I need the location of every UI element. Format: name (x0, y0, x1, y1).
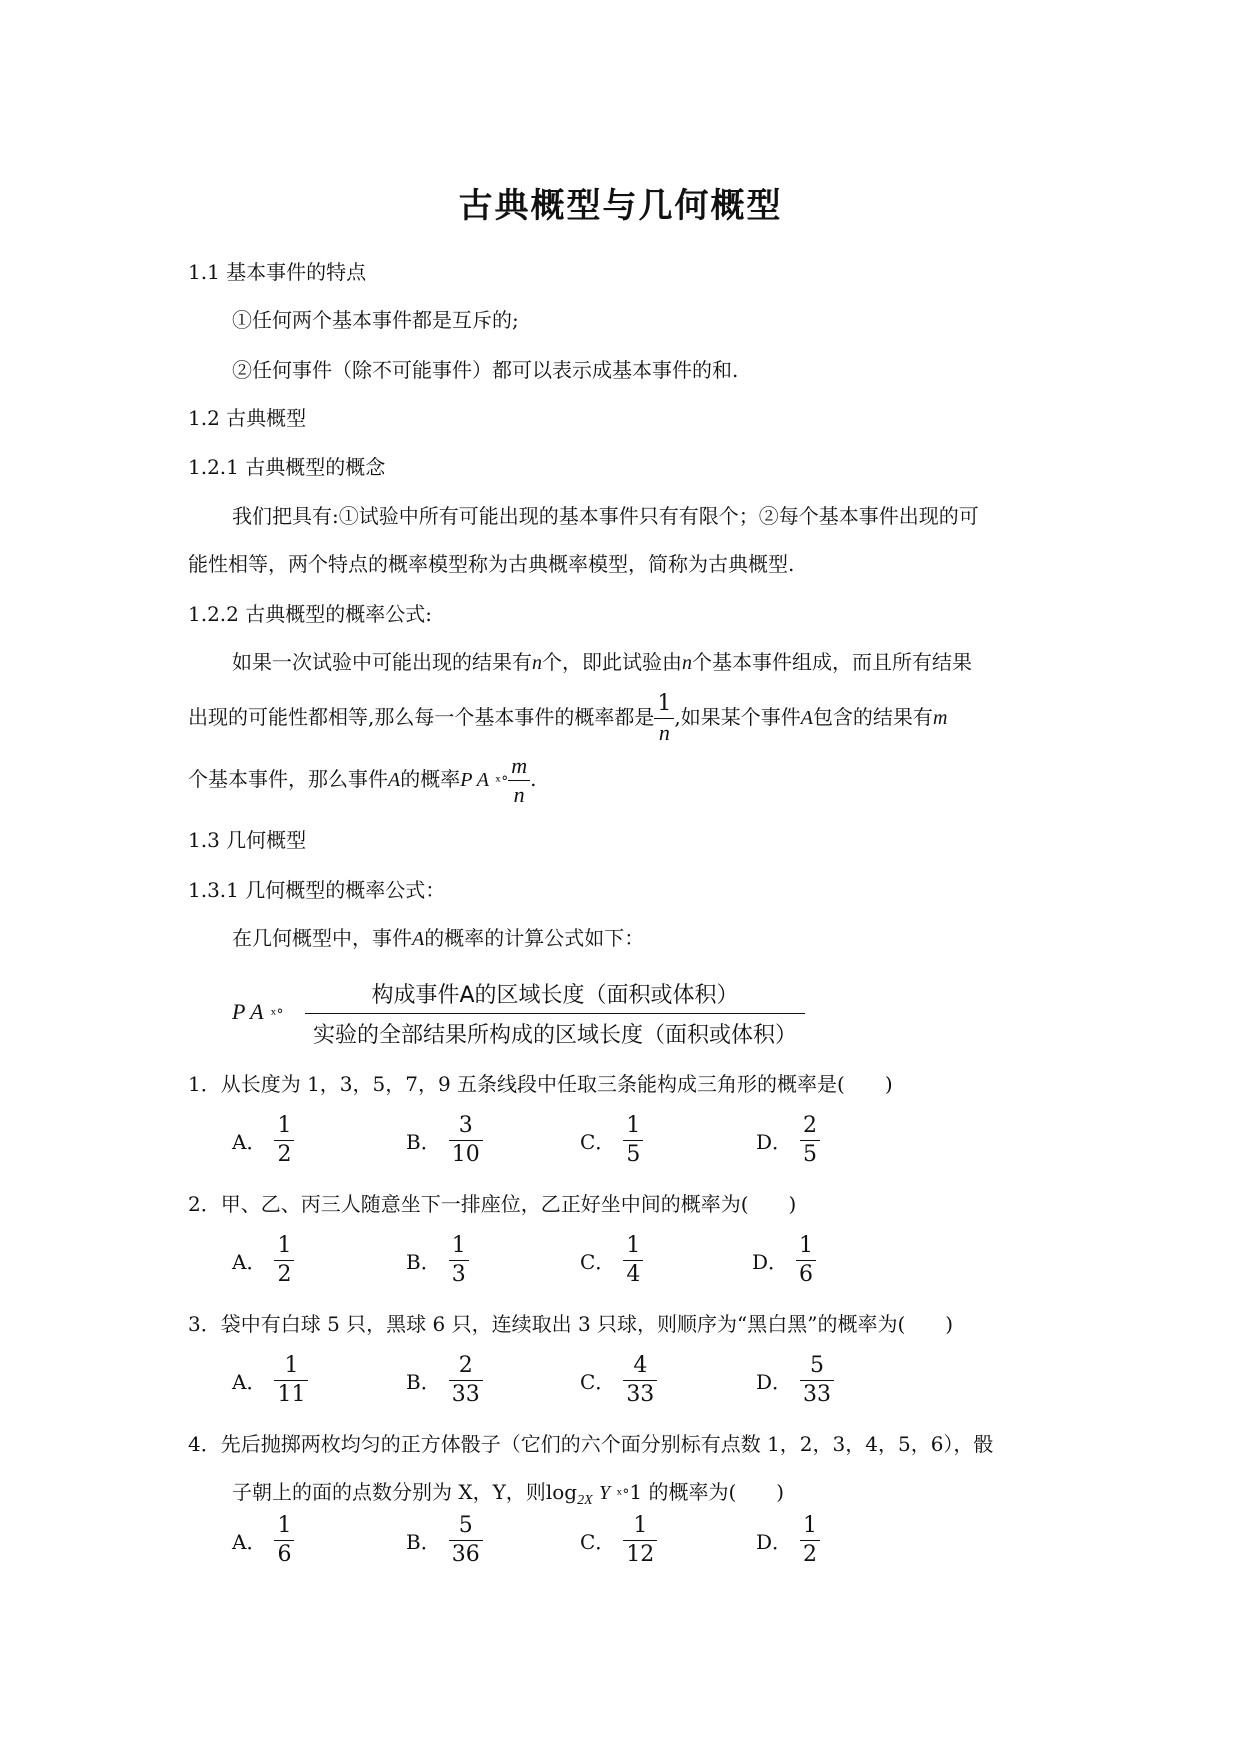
question-4: 4．先后抛掷两枚均匀的正方体骰子（它们的六个面分别标有点数 1，2，3，4，5，6），骰 (188, 1432, 994, 1456)
formula-left: P A (232, 999, 264, 1024)
fraction-denominator: 33 (451, 1382, 480, 1407)
paragraph-1-2-1-line2: 能性相等，两个特点的概率模型称为古典概率模型，简称为古典概型. (188, 552, 795, 576)
page-title: 古典概型与几何概型 (458, 186, 783, 226)
option-fraction (800, 1512, 820, 1569)
variable-A: A (800, 707, 813, 729)
heading-1-3: 1.3 几何概型 (188, 828, 307, 852)
paragraph-formula-line2 (188, 690, 947, 747)
option-fraction (274, 1352, 308, 1409)
fraction-numerator: 1 (800, 1512, 820, 1541)
text: 在几何概型中，事件 (232, 926, 412, 950)
option-fraction (623, 1112, 643, 1169)
option-2-c (580, 1232, 643, 1289)
text: 个，即此试验由 (542, 650, 682, 674)
option-label: A． (232, 1130, 267, 1154)
formula-equals-glyph: ˣ° (495, 774, 509, 790)
option-1-a (232, 1112, 294, 1169)
option-3-b (406, 1352, 483, 1409)
fraction-denominator: n (658, 720, 670, 745)
fraction-denominator: 4 (626, 1262, 641, 1287)
variable-A: A (388, 769, 401, 791)
fraction-denominator: 3 (451, 1262, 466, 1287)
option-4-a (232, 1512, 294, 1569)
option-label: D． (752, 1250, 789, 1274)
option-fraction (274, 1112, 294, 1169)
variable-A: A (412, 928, 425, 950)
variable-n: n (682, 652, 692, 674)
fraction-1-over-n (654, 690, 674, 747)
question-2: 2．甲、乙、丙三人随意坐下一排座位，乙正好坐中间的概率为( ) (188, 1192, 797, 1216)
fraction-numerator: 构成事件A的区域长度（面积或体积） (305, 978, 805, 1014)
option-4-b (406, 1512, 483, 1569)
option-label: D． (756, 1530, 793, 1554)
option-label: A． (232, 1370, 267, 1394)
fraction-numerator: 1 (796, 1232, 816, 1261)
fraction-numerator: 1 (274, 1112, 294, 1141)
option-label: C． (580, 1530, 616, 1554)
option-fraction (623, 1232, 643, 1289)
text: 的概率的计算公式如下： (424, 926, 645, 950)
heading-1-2-1: 1.2.1 古典概型的概念 (188, 455, 386, 479)
fraction-numerator: 1 (623, 1512, 657, 1541)
heading-1-1: 1.1 基本事件的特点 (188, 260, 367, 284)
fraction-denominator: n (513, 782, 525, 807)
text: 包含的结果有 (812, 705, 933, 729)
option-1-b (406, 1112, 483, 1169)
fraction-numerator: 3 (449, 1112, 483, 1141)
option-3-a (232, 1352, 308, 1409)
text: 个基本事件组成，而且所有结果 (692, 650, 972, 674)
option-4-d (756, 1512, 820, 1569)
formula-left: P A (460, 769, 489, 791)
log-base: 2X (577, 1493, 593, 1508)
option-label: C． (580, 1130, 616, 1154)
geometric-probability-fraction (305, 978, 805, 1049)
option-label: B． (406, 1530, 441, 1554)
option-fraction (449, 1232, 469, 1289)
paragraph-1-1-a: ①任何两个基本事件都是互斥的; (232, 308, 519, 332)
option-label: B． (406, 1370, 441, 1394)
option-2-a (232, 1232, 294, 1289)
option-1-c (580, 1112, 643, 1169)
option-fraction (449, 1112, 483, 1169)
fraction-denominator: 10 (451, 1142, 480, 1167)
text: 1 的概率为( ) (629, 1480, 785, 1504)
option-3-c (580, 1352, 657, 1409)
option-fraction (623, 1352, 657, 1409)
option-fraction (796, 1232, 816, 1289)
paragraph-1-2-1-line1: 我们把具有:①试验中所有可能出现的基本事件只有有限个；②每个基本事件出现的可 (232, 504, 979, 528)
text: 个基本事件，那么事件 (188, 767, 388, 791)
option-1-d (756, 1112, 820, 1169)
option-label: B． (406, 1130, 441, 1154)
fraction-denominator: 33 (803, 1382, 832, 1407)
fraction-numerator: 2 (800, 1112, 820, 1141)
fraction-numerator: 1 (623, 1112, 643, 1141)
option-fraction (800, 1352, 834, 1409)
fraction-numerator: 5 (800, 1352, 834, 1381)
variable-m: m (932, 707, 948, 729)
text: 的概率 (400, 767, 461, 791)
fraction-denominator: 6 (799, 1262, 814, 1287)
text: 出现的可能性都相等,那么每一个基本事件的概率都是 (188, 705, 655, 729)
text: . (530, 767, 537, 791)
option-2-d (752, 1232, 816, 1289)
fraction-numerator: 1 (449, 1232, 469, 1261)
fraction-numerator: 4 (623, 1352, 657, 1381)
text: 子朝上的面的点数分别为 X，Y，则 (232, 1480, 546, 1504)
option-label: C． (580, 1370, 616, 1394)
question-4-line2 (232, 1478, 784, 1515)
option-fraction (274, 1512, 294, 1569)
fraction-numerator: 1 (623, 1232, 643, 1261)
question-1: 1．从长度为 1，3，5，7，9 五条线段中任取三条能构成三角形的概率是( ) (188, 1072, 893, 1096)
option-fraction (449, 1512, 483, 1569)
heading-1-2: 1.2 古典概型 (188, 406, 307, 430)
option-label: D． (756, 1370, 793, 1394)
heading-1-2-2: 1.2.2 古典概型的概率公式: (188, 602, 432, 626)
option-label: C． (580, 1250, 616, 1274)
fraction-denominator: 12 (626, 1542, 655, 1567)
fraction-denominator: 11 (277, 1382, 306, 1407)
fraction-m-over-n (508, 752, 530, 809)
paragraph-formula-line3 (188, 752, 536, 809)
formula-equals-glyph: ˣ° (616, 1487, 630, 1503)
option-label: D． (756, 1130, 793, 1154)
fraction-denominator: 2 (277, 1262, 292, 1287)
fraction-denominator: 2 (277, 1142, 292, 1167)
geometric-formula-left (232, 998, 284, 1029)
text: ,如果某个事件 (674, 705, 801, 729)
fraction-denominator: 2 (803, 1542, 818, 1567)
fraction-denominator: 实验的全部结果所构成的区域长度（面积或体积） (313, 1023, 798, 1048)
option-label: B． (406, 1250, 441, 1274)
option-4-c (580, 1512, 657, 1569)
formula-equals-glyph: ˣ° (270, 1007, 284, 1023)
variable-Y: Y (598, 1482, 611, 1504)
option-fraction (449, 1352, 483, 1409)
option-fraction (800, 1112, 820, 1169)
fraction-numerator: 1 (274, 1232, 294, 1261)
fraction-numerator: 2 (449, 1352, 483, 1381)
fraction-denominator: 6 (277, 1542, 292, 1567)
fraction-denominator: 36 (451, 1542, 480, 1567)
option-fraction (623, 1512, 657, 1569)
fraction-numerator: 1 (654, 690, 674, 719)
option-label: A． (232, 1250, 267, 1274)
paragraph-1-3-1 (232, 924, 644, 953)
heading-1-3-1: 1.3.1 几何概型的概率公式： (188, 878, 446, 902)
text: 如果一次试验中可能出现的结果有 (232, 650, 532, 674)
fraction-numerator: 5 (449, 1512, 483, 1541)
variable-n: n (532, 652, 542, 674)
option-2-b (406, 1232, 469, 1289)
fraction-numerator: 1 (274, 1352, 308, 1381)
paragraph-formula-line1 (232, 648, 972, 677)
fraction-numerator: 1 (274, 1512, 294, 1541)
fraction-denominator: 5 (626, 1142, 641, 1167)
question-3: 3．袋中有白球 5 只，黑球 6 只，连续取出 3 只球，则顺序为“黑白黑”的概率为( ) (188, 1312, 954, 1336)
option-fraction (274, 1232, 294, 1289)
fraction-numerator: m (508, 752, 530, 781)
option-3-d (756, 1352, 834, 1409)
fraction-denominator: 33 (626, 1382, 655, 1407)
option-label: A． (232, 1530, 267, 1554)
fraction-denominator: 5 (803, 1142, 818, 1167)
log-symbol: log (545, 1480, 578, 1504)
paragraph-1-1-b: ②任何事件（除不可能事件）都可以表示成基本事件的和. (232, 358, 739, 382)
